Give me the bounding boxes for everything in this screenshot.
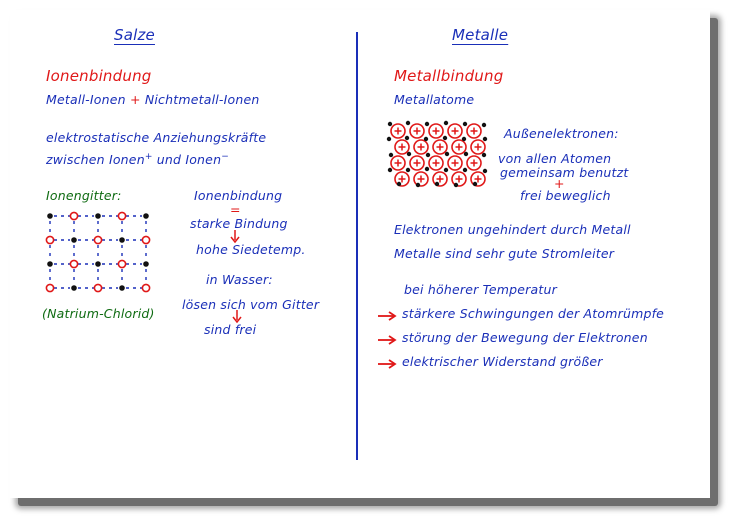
electrons-line-1: von allen Atomen <box>498 151 612 166</box>
prop-line-1: Ionenbindung <box>194 188 283 203</box>
metal-cation <box>395 140 409 154</box>
lattice-label: Ionengitter: <box>46 188 122 203</box>
metal-atoms-text: Metallatome <box>394 92 475 107</box>
nonmetal-ions-text: Nichtmetall-Ionen <box>144 92 260 107</box>
temperature-title: bei höherer Temperatur <box>404 282 557 297</box>
ionic-bond-title: Ionenbindung <box>46 67 152 85</box>
ions-line <box>46 92 260 107</box>
sodium-ion <box>71 237 77 243</box>
sodium-ion <box>95 213 101 219</box>
flow-line-2: Metalle sind sehr gute Stromleiter <box>394 246 615 261</box>
effect-item: elektrischer Widerstand größer <box>402 354 603 369</box>
chloride-ion <box>46 236 53 243</box>
electrons-title: Außenelektronen: <box>504 126 619 141</box>
chloride-ion <box>94 284 101 291</box>
ion-lattice-diagram <box>44 210 156 300</box>
notebook-page <box>10 10 710 498</box>
prop-line-3: hohe Siedetemp. <box>196 242 306 257</box>
column-divider <box>356 32 358 460</box>
prop-equals: = <box>230 202 241 217</box>
metal-cation <box>410 124 424 138</box>
electron-dot <box>482 153 486 157</box>
metal-cation <box>391 156 405 170</box>
sodium-ion <box>143 261 149 267</box>
chloride-ion <box>94 236 101 243</box>
sodium-ion <box>47 213 53 219</box>
chloride-ion <box>46 284 53 291</box>
sodium-ion <box>71 285 77 291</box>
sodium-ion <box>95 261 101 267</box>
electron-dot <box>388 168 392 172</box>
electron-dot <box>483 137 487 141</box>
metal-cation <box>414 140 428 154</box>
metal-bond-title: Metallbindung <box>394 67 504 85</box>
electron-dot <box>405 136 409 140</box>
metal-ions-text: Metall-Ionen <box>46 92 126 107</box>
electron-dot <box>425 167 429 171</box>
effect-item: störung der Bewegung der Elektronen <box>402 330 648 345</box>
chloride-ion <box>118 212 125 219</box>
electron-dot <box>462 137 466 141</box>
electron-dot <box>389 153 393 157</box>
chloride-ion <box>70 260 77 267</box>
water-line-3: sind frei <box>204 322 257 337</box>
metal-cation <box>433 140 447 154</box>
heading-salze: Salze <box>114 26 155 44</box>
effect-item: stärkere Schwingungen der Atomrümpfe <box>402 306 665 321</box>
electron-dot <box>444 168 448 172</box>
metal-cation <box>410 156 424 170</box>
sodium-ion <box>119 237 125 243</box>
sodium-ion <box>143 213 149 219</box>
metal-cation <box>448 124 462 138</box>
electron-dot <box>463 168 467 172</box>
ions-plus: + <box>129 92 141 107</box>
arrow-right-icon <box>378 335 398 345</box>
electron-dot <box>454 183 458 187</box>
forces-line-2: zwischen Ionen+ und Ionen− <box>46 152 229 168</box>
electron-dot <box>406 121 410 125</box>
electron-dot <box>425 122 429 126</box>
electron-dot <box>464 152 468 156</box>
electron-dot <box>406 168 410 172</box>
electron-dot <box>388 122 392 126</box>
electron-dot <box>407 152 411 156</box>
electron-dot <box>426 153 430 157</box>
water-line-2: lösen sich vom Gitter <box>182 297 320 312</box>
lattice-caption: (Natrium-Chlorid) <box>42 306 155 321</box>
electron-dot <box>463 122 467 126</box>
metal-lattice-diagram <box>388 122 488 190</box>
electrons-plus: + <box>554 176 565 191</box>
electron-dot <box>444 121 448 125</box>
chloride-ion <box>70 212 77 219</box>
metal-cation <box>429 124 443 138</box>
flow-line-1: Elektronen ungehindert durch Metall <box>394 222 631 237</box>
metal-cation <box>452 140 466 154</box>
forces-prefix: zwischen Ionen <box>46 152 145 168</box>
electron-dot <box>387 137 391 141</box>
metal-cation <box>471 140 485 154</box>
electron-dot <box>397 182 401 186</box>
arrow-right-icon <box>378 359 398 369</box>
electron-dot <box>482 123 486 127</box>
electrons-line-3: frei beweglich <box>520 188 611 203</box>
chloride-ion <box>142 284 149 291</box>
sodium-ion <box>47 261 53 267</box>
electron-dot <box>435 182 439 186</box>
forces-mid: und Ionen <box>156 152 222 168</box>
electron-dot <box>443 136 447 140</box>
electron-dot <box>416 183 420 187</box>
prop-line-2: starke Bindung <box>190 216 288 231</box>
sodium-ion <box>119 285 125 291</box>
electron-dot <box>424 137 428 141</box>
metal-cation <box>467 156 481 170</box>
water-line-1: in Wasser: <box>206 272 273 287</box>
chloride-ion <box>142 236 149 243</box>
metal-cation <box>391 124 405 138</box>
heading-metalle: Metalle <box>452 26 509 44</box>
metal-cation <box>467 124 481 138</box>
electrons-line-2: gemeinsam benutzt <box>500 165 629 180</box>
arrow-right-icon <box>378 311 398 321</box>
metal-cation <box>448 156 462 170</box>
electron-dot <box>445 152 449 156</box>
chloride-ion <box>118 260 125 267</box>
electron-dot <box>483 169 487 173</box>
forces-line-1: elektrostatische Anziehungskräfte <box>46 130 267 145</box>
electron-dot <box>473 182 477 186</box>
metal-cation <box>429 156 443 170</box>
